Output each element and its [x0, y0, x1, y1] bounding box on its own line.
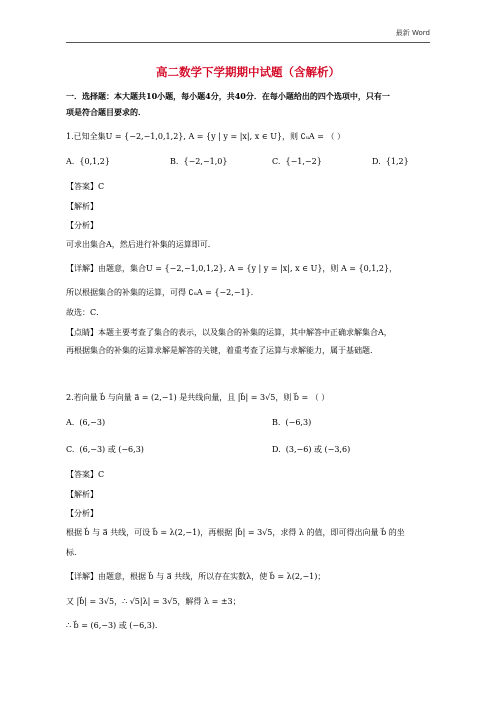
q1-option-b — [170, 157, 227, 166]
option-text: (3,−6) 或 (−3,6) — [285, 445, 351, 454]
q1-option-c — [272, 157, 322, 166]
q2-detail-3: ∴ b⃗ = (6,−3) 或 (−6,3). — [66, 621, 158, 630]
option-label: C. — [272, 157, 281, 166]
option-text: {−2,−1,0} — [183, 157, 228, 166]
section-intro-line2: 项是符合题目要求的． — [66, 107, 146, 117]
q1-comment-1: 【点睛】本题主要考查了集合的表示，以及集合的补集的运算，其中解答中正确求解集合A， — [66, 328, 392, 337]
option-label: C. — [66, 445, 75, 454]
q2-option-b — [272, 418, 311, 427]
q1-answer: 【答案】C — [66, 182, 105, 191]
option-text: {−1,−2} — [285, 157, 322, 166]
header-tag: 最新 Word — [395, 29, 430, 37]
q1-option-a — [66, 157, 110, 166]
option-text: (−6,3) — [285, 418, 312, 427]
section-intro-line1: 一．选择题：本大题共10小题，每小题4分，共40分．在每小题给出的四个选项中，只有一 — [66, 91, 390, 101]
option-label: B. — [170, 157, 179, 166]
q2-option-c — [66, 444, 144, 455]
q1-fenxi: 【分析】 — [66, 221, 98, 230]
q2-fenxi-text-1: 根据 b⃗ 与 a⃗ 共线，可设 b⃗ = λ(2,−1)，再根据 |b⃗| = 3√5，求得 λ 的值，即可得出向量 b⃗ 的坐 — [66, 528, 405, 537]
option-label: A. — [66, 418, 75, 427]
q1-comment-2: 再根据集合的补集的运算求解是解答的关键，着重考查了运算与求解能力，属于基础题. — [66, 346, 373, 355]
option-label: D. — [272, 445, 281, 454]
option-text: {0,1,2} — [79, 157, 110, 166]
option-label: D. — [372, 157, 381, 166]
q2-detail-2: 又 |b⃗| = 3√5，∴ √5|λ| = 3√5，解得 λ = ±3； — [66, 597, 241, 606]
q2-option-d — [272, 444, 350, 455]
q1-fenxi-text: 可求出集合A，然后进行补集的运算即可. — [66, 240, 211, 249]
option-text: (6,−3) — [79, 418, 106, 427]
q2-detail-1: 【详解】由题意，根据 b⃗ 与 a⃗ 共线，所以存在实数λ，使 b⃗ = λ(2,−1)； — [66, 572, 326, 581]
q1-option-d — [372, 157, 409, 166]
q2-option-a — [66, 418, 105, 427]
q2-stem: 2.若向量 b⃗ 与向量 a⃗ = (2,−1) 是共线向量，且 |b⃗| = 3√5，则 b⃗ = （ ） — [66, 393, 330, 402]
option-text: (6,−3) 或 (−6,3) — [79, 445, 144, 454]
q1-conclusion: 故选：C． — [66, 308, 105, 317]
page-header — [66, 28, 430, 43]
option-text: {1,2} — [385, 157, 409, 166]
q1-detail-1: 【详解】由题意，集合U = {−2,−1,0,1,2}, A = {y | y = |x|, x ∈ U}，则 A = {0,1,2}， — [66, 264, 398, 273]
page-title: 高二数学下学期期中试题（含解析） — [156, 65, 340, 79]
q2-jiexi: 【解析】 — [66, 490, 98, 499]
q1-stem: 1.已知全集U = {−2,−1,0,1,2}, A = {y | y = |x|, x ∈ U}，则 ∁ᵤA = （ ） — [66, 132, 345, 141]
option-label: A. — [66, 157, 75, 166]
q1-jiexi: 【解析】 — [66, 202, 98, 211]
q2-answer: 【答案】C — [66, 470, 105, 479]
q2-fenxi-text-2: 标. — [66, 548, 77, 557]
option-label: B. — [272, 418, 281, 427]
q1-detail-2: 所以根据集合的补集的运算，可得 ∁ᵤA = {−2,−1}． — [66, 288, 259, 297]
q2-fenxi: 【分析】 — [66, 509, 98, 518]
